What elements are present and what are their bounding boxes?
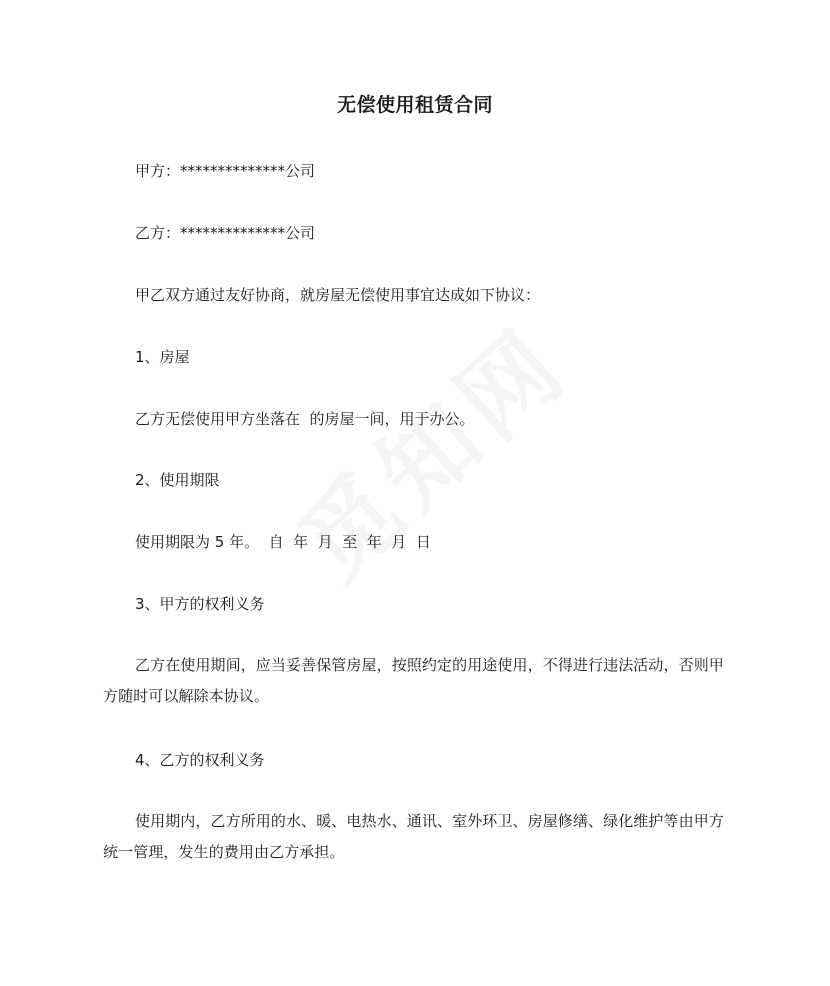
- section-2-body: 使用期限为 5 年。 自 年 月 至 年 月 日: [135, 533, 431, 551]
- section-4-body: 使用期内，乙方所用的水、暖、电热水、通讯、室外环卫、房屋修缮、绿化维护等由甲方统一管理，发生的费用由乙方承担。: [103, 812, 724, 861]
- document-title: 无偿使用租赁合同: [336, 94, 493, 116]
- section-2-heading: 2、使用期限: [135, 471, 220, 489]
- section-3-heading: 3、甲方的权利义务: [135, 595, 265, 613]
- section-1-body: 乙方无偿使用甲方坐落在 的房屋一间，用于办公。: [135, 410, 475, 428]
- section-3-body: 乙方在使用期间，应当妥善保管房屋，按照约定的用途使用，不得进行违法活动，否则甲方随时可以解除本协议。: [103, 656, 724, 705]
- party-a-line: 甲方：**************公司: [135, 162, 316, 180]
- party-b-line: 乙方：**************公司: [135, 224, 316, 242]
- intro-paragraph: 甲乙双方通过友好协商，就房屋无偿使用事宜达成如下协议：: [135, 286, 541, 304]
- watermark-text: [265, 291, 593, 606]
- section-4-heading: 4、乙方的权利义务: [135, 751, 265, 769]
- section-1-heading: 1、房屋: [135, 348, 190, 366]
